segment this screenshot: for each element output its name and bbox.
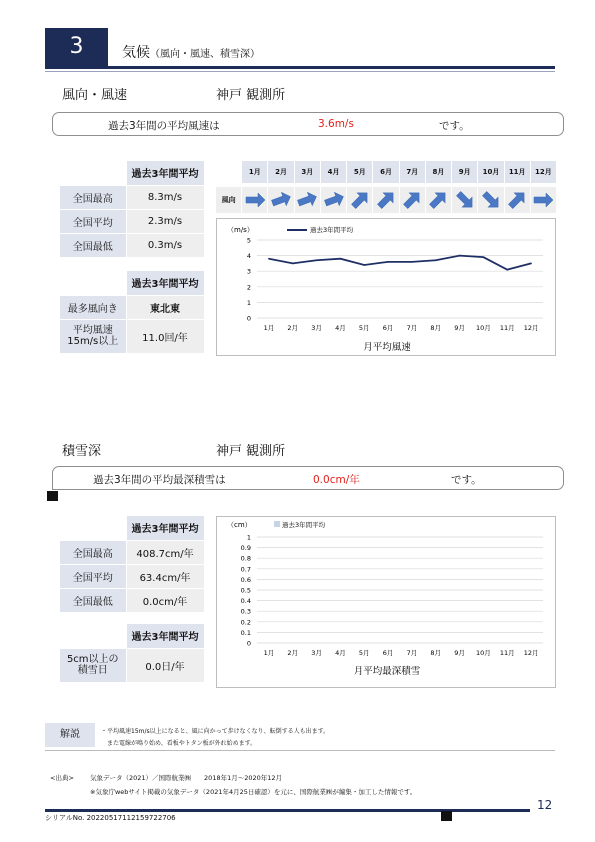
snow-days-header: 過去3年間平均 — [126, 624, 204, 648]
wind-arrow-icon — [454, 189, 476, 211]
x-tick-label: 7月 — [406, 324, 418, 332]
month-header: 10月 — [478, 161, 503, 183]
wind-arrow-cell — [478, 187, 503, 213]
wind-arrow-icon — [296, 189, 318, 211]
wind-arrow-icon — [323, 189, 345, 211]
x-tick-label: 5月 — [358, 324, 370, 332]
x-tick-label: 5月 — [358, 649, 370, 657]
snow-banner-prefix: 過去3年間の平均最深積雪は — [93, 474, 226, 486]
table-row: 5cm以上の 積雪日 0.0日/年 — [60, 648, 204, 682]
x-tick-label: 3月 — [311, 324, 322, 332]
wind-direction-strip — [216, 161, 556, 213]
x-tick-label: 12月 — [523, 324, 539, 332]
snow-banner — [52, 466, 564, 490]
page-number: 12 — [537, 798, 553, 812]
source-label: <出典> — [50, 774, 74, 782]
x-tick-label: 9月 — [454, 649, 465, 657]
data-point — [316, 259, 318, 261]
header-rule — [45, 66, 555, 69]
wind-arrow-cell — [295, 187, 320, 213]
y-tick-label: 0.2 — [240, 618, 251, 627]
wind-arrow-icon — [375, 189, 397, 211]
note-line-1: ・平均風速15m/s以上になると、風に向かって歩けなくなり、転倒する人も出ます。 — [101, 728, 330, 735]
footer-rule — [45, 809, 530, 812]
y-tick-label: 5 — [246, 236, 251, 245]
wind-chart-title: 月平均風速 — [363, 342, 411, 353]
wind-arrow-cell — [347, 187, 372, 213]
note-line-2: また電線が鳴り始め、看板やトタン板が外れ始めます。 — [107, 740, 257, 747]
snow-station: 神戸 観測所 — [216, 444, 286, 459]
data-point — [340, 258, 342, 260]
table-row: 全国平均 63.4cm/年 — [60, 564, 204, 588]
y-tick-label: 0.4 — [240, 597, 251, 606]
snow-banner-value: 0.0cm/年 — [313, 474, 360, 486]
section-number: 3 — [45, 28, 108, 66]
section-title-main: 気候 — [122, 45, 150, 61]
x-tick-label: 9月 — [454, 324, 465, 332]
x-tick-label: 8月 — [430, 649, 442, 657]
wind-arrow-icon — [532, 189, 554, 211]
x-tick-label: 2月 — [287, 649, 299, 657]
wind-arrow-cell — [426, 187, 451, 213]
snow-stats-table — [60, 516, 205, 613]
x-tick-label: 3月 — [311, 649, 322, 657]
snow-legend-swatch — [274, 521, 280, 527]
y-tick-label: 1 — [246, 533, 251, 542]
wind-arrow-cell — [373, 187, 398, 213]
table-row: 平均風速 15m/s以上 11.0回/年 — [60, 319, 204, 353]
y-tick-label: 2 — [246, 283, 251, 292]
x-tick-label: 10月 — [476, 649, 491, 657]
x-tick-label: 1月 — [263, 324, 275, 332]
y-tick-label: 0 — [246, 314, 251, 323]
snow-heading: 積雪深 — [62, 444, 102, 459]
section-title-sub: （風向・風速、積雪深） — [150, 49, 260, 60]
note-label: 解説 — [45, 723, 95, 747]
month-header: 12月 — [531, 161, 556, 183]
wind-legend-label: 過去3年間平均 — [310, 226, 354, 234]
wind-chart-unit: （m/s） — [227, 226, 254, 234]
x-tick-label: 4月 — [335, 324, 346, 332]
table-row: 全国最低 0.3m/s — [60, 233, 204, 257]
snow-chart-title: 月平均最深積雪 — [353, 666, 421, 677]
wind-arrow-cell — [531, 187, 556, 213]
snow-banner-suffix: です。 — [451, 474, 482, 486]
month-header: 3月 — [295, 161, 320, 183]
y-tick-label: 1 — [246, 298, 251, 307]
wind-chart-svg — [217, 219, 557, 357]
wind-arrow-cell — [400, 187, 425, 213]
note-text — [101, 726, 329, 750]
data-point — [363, 264, 365, 266]
x-tick-label: 11月 — [499, 324, 515, 332]
direction-label: 風向 — [216, 187, 241, 213]
y-tick-label: 0.3 — [240, 607, 251, 616]
x-tick-label: 8月 — [430, 324, 442, 332]
table-row: 全国最低 0.0cm/年 — [60, 588, 204, 612]
data-point — [411, 261, 413, 263]
data-point — [268, 258, 270, 260]
registration-mark-bottom — [441, 811, 452, 821]
month-header: 2月 — [268, 161, 293, 183]
source-text-2: ※気象庁webサイト掲載の気象データ（2021年4月25日確認）を元に、国際航業㈱が編集・加工した情報です。 — [90, 788, 417, 796]
wind-arrow-icon — [349, 189, 371, 211]
wind-banner — [52, 112, 564, 136]
wind-arrow-cell — [452, 187, 477, 213]
data-point — [387, 261, 389, 263]
x-tick-label: 11月 — [499, 649, 515, 657]
header-rule-thin — [45, 71, 555, 72]
month-header: 6月 — [373, 161, 398, 183]
data-point — [459, 255, 461, 257]
section-title — [122, 42, 260, 62]
wind-arrow-cell — [242, 187, 267, 213]
y-tick-label: 0.7 — [240, 565, 251, 574]
wind-banner-value: 3.6m/s — [318, 118, 354, 130]
month-header: 9月 — [452, 161, 477, 183]
month-header: 7月 — [400, 161, 425, 183]
arrow-row — [216, 187, 556, 213]
y-tick-label: 4 — [246, 252, 251, 261]
wind-stats-header: 過去3年間平均 — [126, 161, 204, 185]
snow-chart-unit: （cm） — [227, 521, 252, 529]
x-tick-label: 12月 — [523, 649, 539, 657]
y-tick-label: 3 — [246, 267, 251, 276]
data-point — [506, 269, 508, 271]
wind-arrow-icon — [244, 189, 266, 211]
month-header: 11月 — [505, 161, 530, 183]
wind-station: 神戸 観測所 — [216, 88, 286, 103]
registration-mark — [47, 491, 58, 501]
x-tick-label: 10月 — [476, 324, 491, 332]
snow-stats-header: 過去3年間平均 — [126, 516, 204, 540]
table-row: 最多風向き 東北東 — [60, 295, 204, 319]
y-tick-label: 0.5 — [240, 586, 251, 595]
data-point — [530, 263, 532, 265]
x-tick-label: 1月 — [263, 649, 275, 657]
wind-arrow-icon — [506, 189, 528, 211]
wind-stats-table — [60, 161, 205, 258]
snow-legend-label: 過去3年間平均 — [282, 521, 326, 529]
month-header: 8月 — [426, 161, 451, 183]
y-tick-label: 0.9 — [240, 544, 251, 553]
month-header: 1月 — [242, 161, 267, 183]
wind-arrow-icon — [270, 189, 292, 211]
wind-heading: 風向・風速 — [62, 88, 128, 103]
month-header: 4月 — [321, 161, 346, 183]
wind-arrow-icon — [427, 189, 449, 211]
x-tick-label: 2月 — [287, 324, 299, 332]
serial-number: シリアルNo. 20220517112159722706 — [45, 814, 176, 822]
data-point — [435, 259, 437, 261]
wind-chart — [216, 218, 556, 356]
wind-arrow-icon — [480, 189, 502, 211]
wind-direction-header: 過去3年間平均 — [126, 271, 204, 295]
snow-chart-svg — [217, 517, 557, 689]
series-line — [269, 256, 531, 270]
data-point — [292, 263, 294, 265]
x-tick-label: 7月 — [406, 649, 418, 657]
wind-banner-suffix: です。 — [439, 120, 470, 132]
y-tick-label: 0.1 — [240, 628, 251, 637]
x-tick-label: 4月 — [335, 649, 346, 657]
y-tick-label: 0 — [246, 639, 251, 648]
month-header: 5月 — [347, 161, 372, 183]
wind-arrow-cell — [268, 187, 293, 213]
wind-arrow-cell — [505, 187, 530, 213]
table-row: 全国最高 408.7cm/年 — [60, 540, 204, 564]
wind-banner-prefix: 過去3年間の平均風速は — [108, 120, 220, 132]
data-point — [483, 256, 485, 258]
table-row: 全国平均 2.3m/s — [60, 209, 204, 233]
y-tick-label: 0.6 — [240, 575, 251, 584]
table-row: 全国最高 8.3m/s — [60, 185, 204, 209]
wind-arrow-cell — [321, 187, 346, 213]
x-tick-label: 6月 — [382, 649, 394, 657]
wind-direction-table — [60, 271, 205, 354]
source-text-1: 気象データ（2021）／国際航業㈱ 2018年1月～2020年12月 — [90, 774, 283, 782]
snow-chart — [216, 516, 556, 688]
month-row — [216, 161, 556, 183]
y-tick-label: 0.8 — [240, 554, 251, 563]
wind-arrow-icon — [401, 189, 423, 211]
note-rule — [45, 750, 555, 751]
snow-days-table — [60, 624, 205, 683]
x-tick-label: 6月 — [382, 324, 394, 332]
